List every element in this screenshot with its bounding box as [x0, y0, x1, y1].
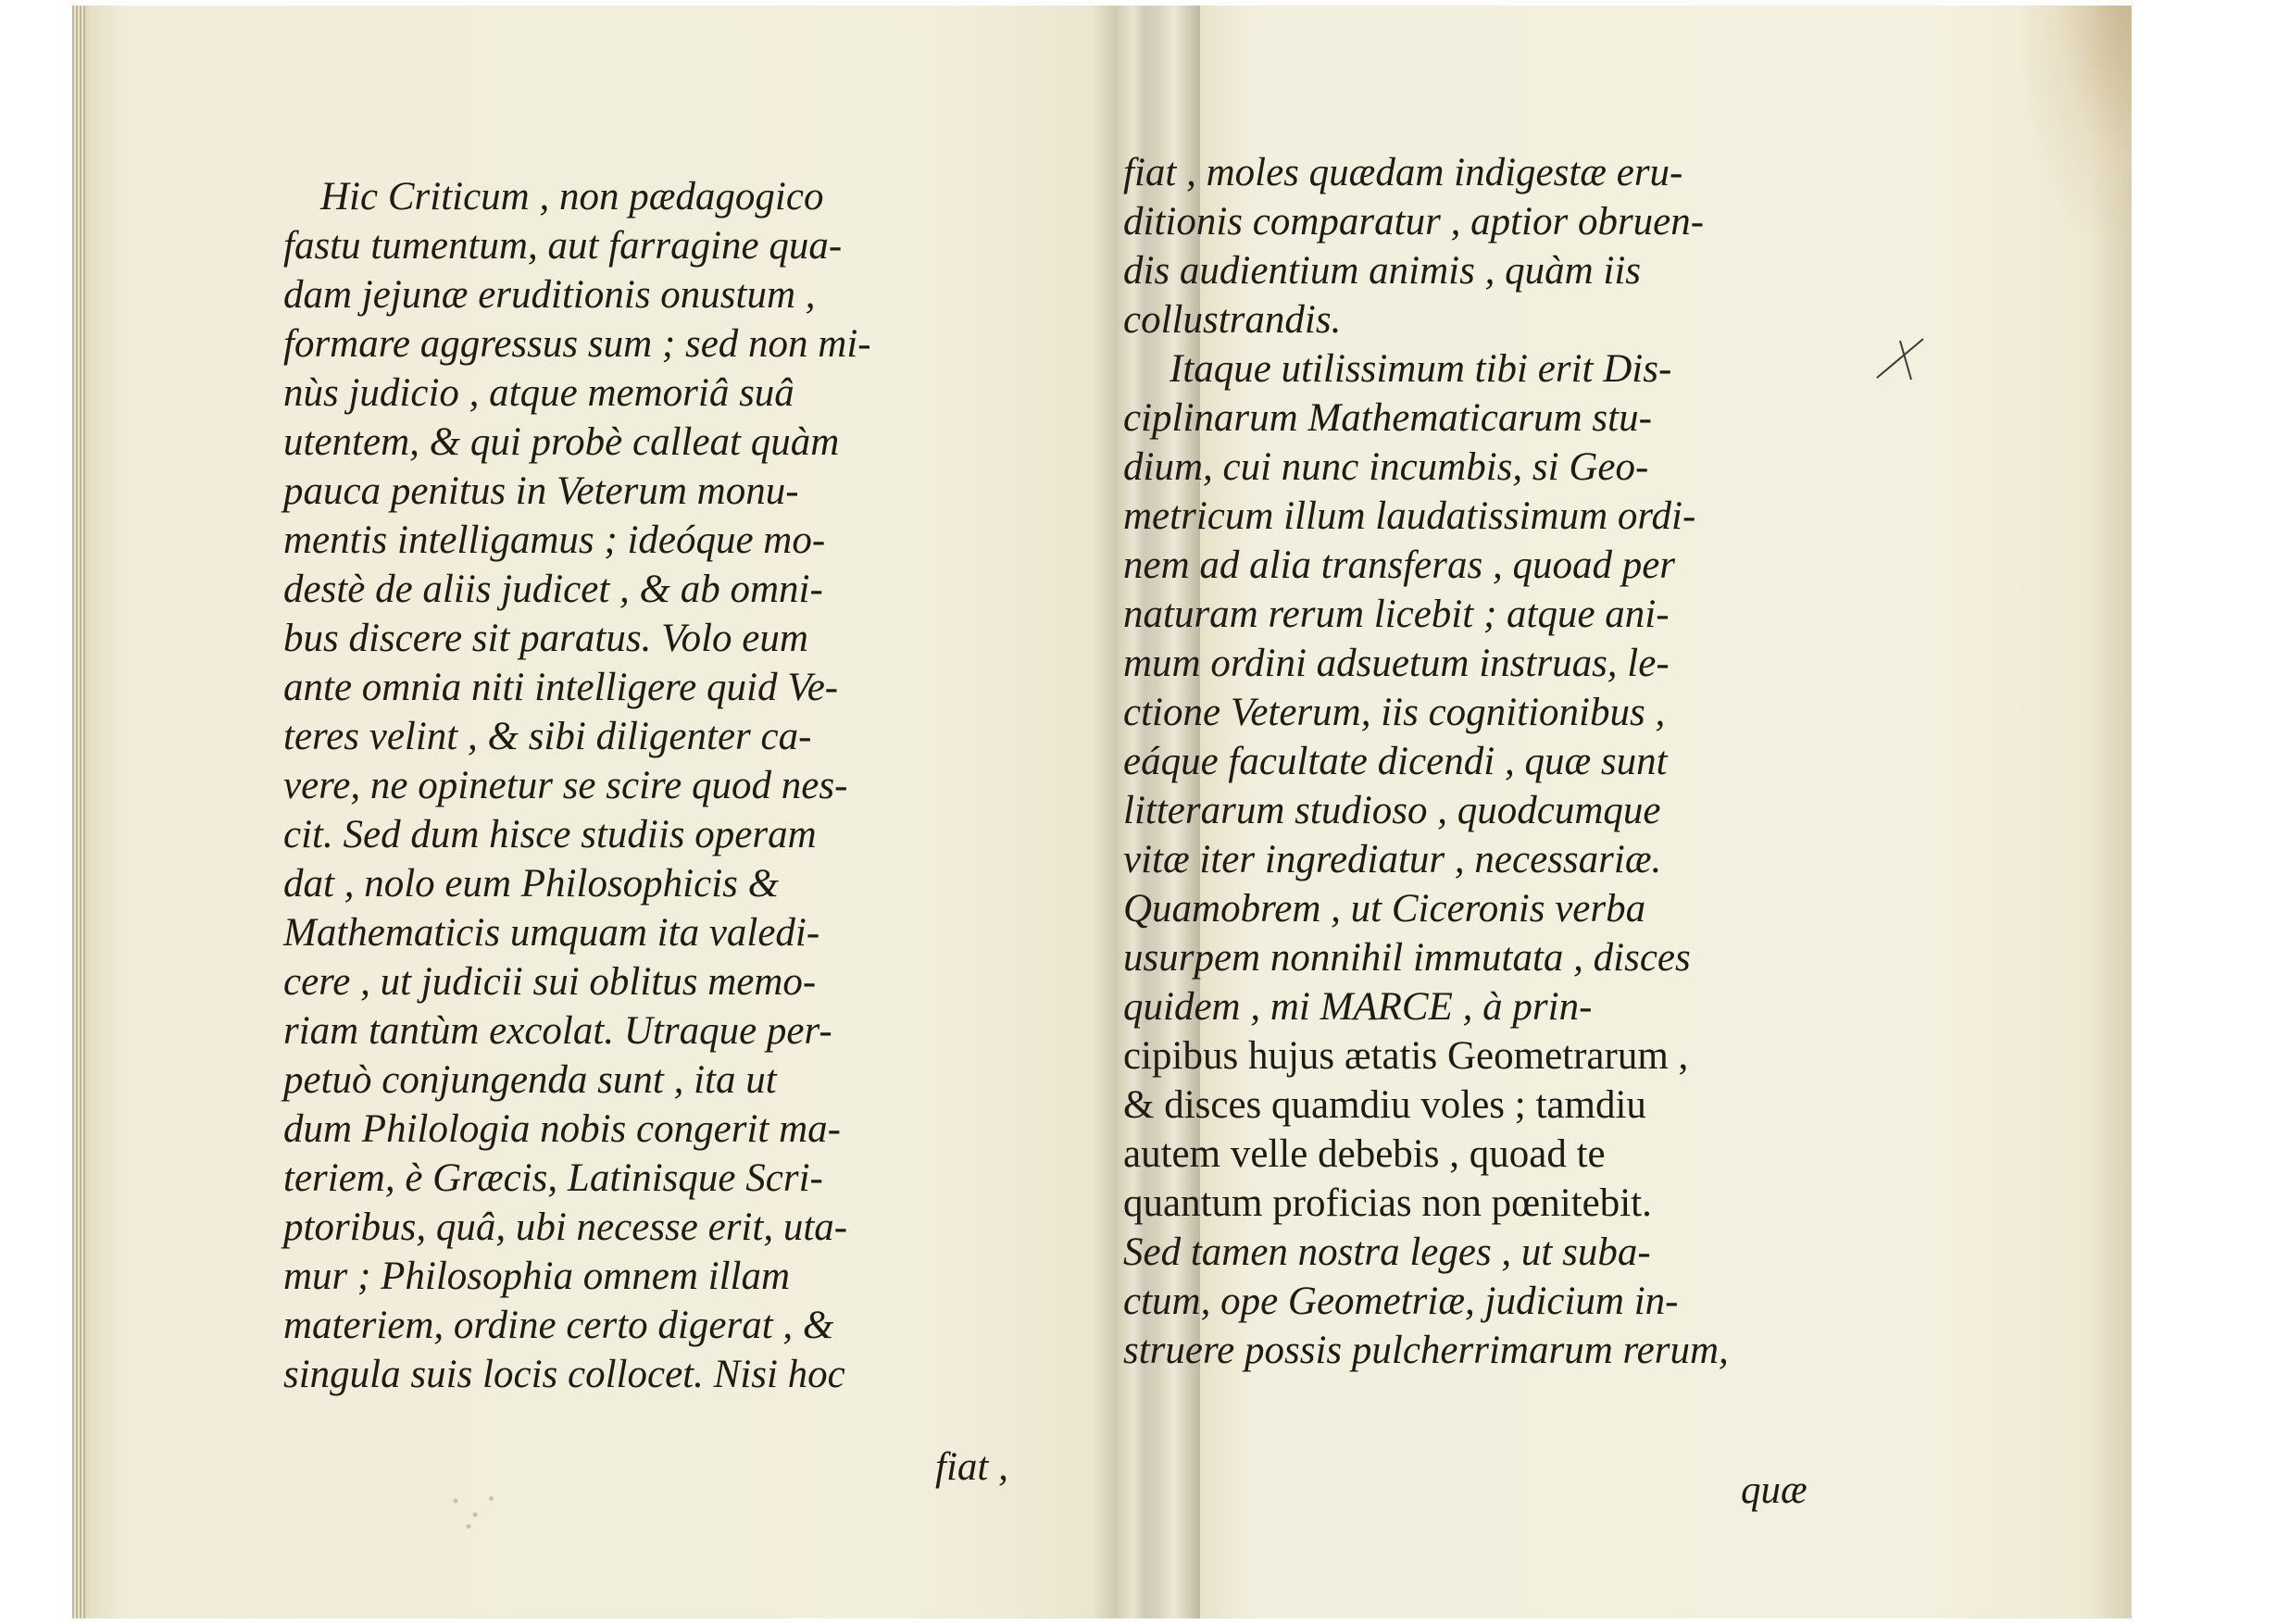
text-line: ciplinarum Mathematicarum stu- — [1123, 396, 1652, 440]
text-line: nem ad alia transferas , quoad per — [1123, 543, 1676, 587]
text-line: nùs judicio , atque memoriâ suâ — [283, 371, 794, 415]
text-line: fiat , moles quædam indigestæ eru- — [1123, 151, 1683, 194]
text-line: Quamobrem , ut Ciceronis verba — [1123, 887, 1646, 931]
text-line: dis audientium animis , quàm iis — [1123, 249, 1642, 293]
text-line: quantum proficias non pœnitebit. — [1123, 1181, 1652, 1225]
text-line: riam tantùm excolat. Utraque per- — [283, 1009, 832, 1053]
text-line: fastu tumentum, aut farragine qua- — [283, 224, 843, 268]
text-line: ctione Veterum, iis cognitionibus , — [1123, 691, 1666, 734]
text-line: vere, ne opinetur se scire quod nes- — [283, 764, 848, 807]
text-line: teres velint , & sibi diligenter ca- — [283, 715, 812, 758]
text-line: utentem, & qui probè calleat quàm — [283, 420, 840, 464]
text-line: quidem , mi MARCE , à prin- — [1123, 985, 1593, 1029]
text-line: collustrandis. — [1123, 298, 1342, 342]
text-line: Sed tamen nostra leges , ut suba- — [1123, 1230, 1651, 1274]
text-line: metricum illum laudatissimum ordi- — [1123, 494, 1696, 538]
text-line: bus discere sit paratus. Volo eum — [283, 617, 808, 660]
text-line: singula suis locis collocet. Nisi hoc — [283, 1353, 845, 1396]
pencil-mark-icon — [1872, 331, 1928, 387]
text-line: usurpem nonnihil immutata , disces — [1123, 936, 1691, 980]
text-line: ditionis comparatur , aptior obruen- — [1123, 200, 1705, 244]
text-line: struere possis pulcherrimarum rerum, — [1123, 1329, 1729, 1372]
text-line: dam jejunæ eruditionis onustum , — [283, 273, 816, 317]
left-catchword: fiat , — [935, 1445, 1008, 1489]
text-line: formare aggressus sum ; sed non mi- — [283, 322, 871, 366]
text-line: dat , nolo eum Philosophicis & — [283, 862, 780, 906]
text-line: teriem, è Græcis, Latinisque Scri- — [283, 1156, 823, 1200]
text-line: Hic Criticum , non pædagogico — [320, 175, 824, 219]
text-line: naturam rerum licebit ; atque ani- — [1123, 593, 1670, 636]
text-line: litterarum studioso , quodcumque — [1123, 789, 1661, 832]
text-line: destè de aliis judicet , & ab omni- — [283, 568, 823, 611]
text-line: ctum, ope Geometriæ, judicium in- — [1123, 1280, 1679, 1323]
text-line: cipibus hujus ætatis Geometrarum , — [1123, 1034, 1689, 1078]
text-line: cere , ut judicii sui oblitus memo- — [283, 960, 817, 1004]
text-line: petuò conjungenda sunt , ita ut — [283, 1058, 777, 1102]
text-line: mum ordini adsuetum instruas, le- — [1123, 642, 1670, 685]
right-page-text — [1123, 148, 1882, 1375]
text-line: ptoribus, quâ, ubi necesse erit, uta- — [283, 1206, 848, 1249]
text-line: mentis intelligamus ; ideóque mo- — [283, 518, 826, 562]
foxing-stain — [443, 1487, 507, 1533]
text-line: ante omnia niti intelligere quid Ve- — [283, 666, 839, 709]
text-line: & disces quamdiu voles ; tamdiu — [1123, 1083, 1646, 1127]
text-line: dium, cui nunc incumbis, si Geo- — [1123, 445, 1649, 489]
text-line: autem velle debebis , quoad te — [1123, 1132, 1606, 1176]
text-line: vitæ iter ingrediatur , necessariæ. — [1123, 838, 1662, 881]
text-line: Itaque utilissimum tibi erit Dis- — [1170, 347, 1672, 391]
left-page-text — [283, 172, 1098, 1399]
text-line: cit. Sed dum hisce studiis operam — [283, 813, 817, 856]
right-catchword: quæ — [1741, 1468, 1807, 1512]
text-line: dum Philologia nobis congerit ma- — [283, 1107, 841, 1151]
text-line: pauca penitus in Veterum monu- — [283, 469, 799, 513]
text-line: eáque facultate dicendi , quæ sunt — [1123, 740, 1668, 783]
text-line: mur ; Philosophia omnem illam — [283, 1255, 791, 1298]
text-line: Mathematicis umquam ita valedi- — [283, 911, 820, 955]
text-line: materiem, ordine certo digerat , & — [283, 1304, 834, 1347]
